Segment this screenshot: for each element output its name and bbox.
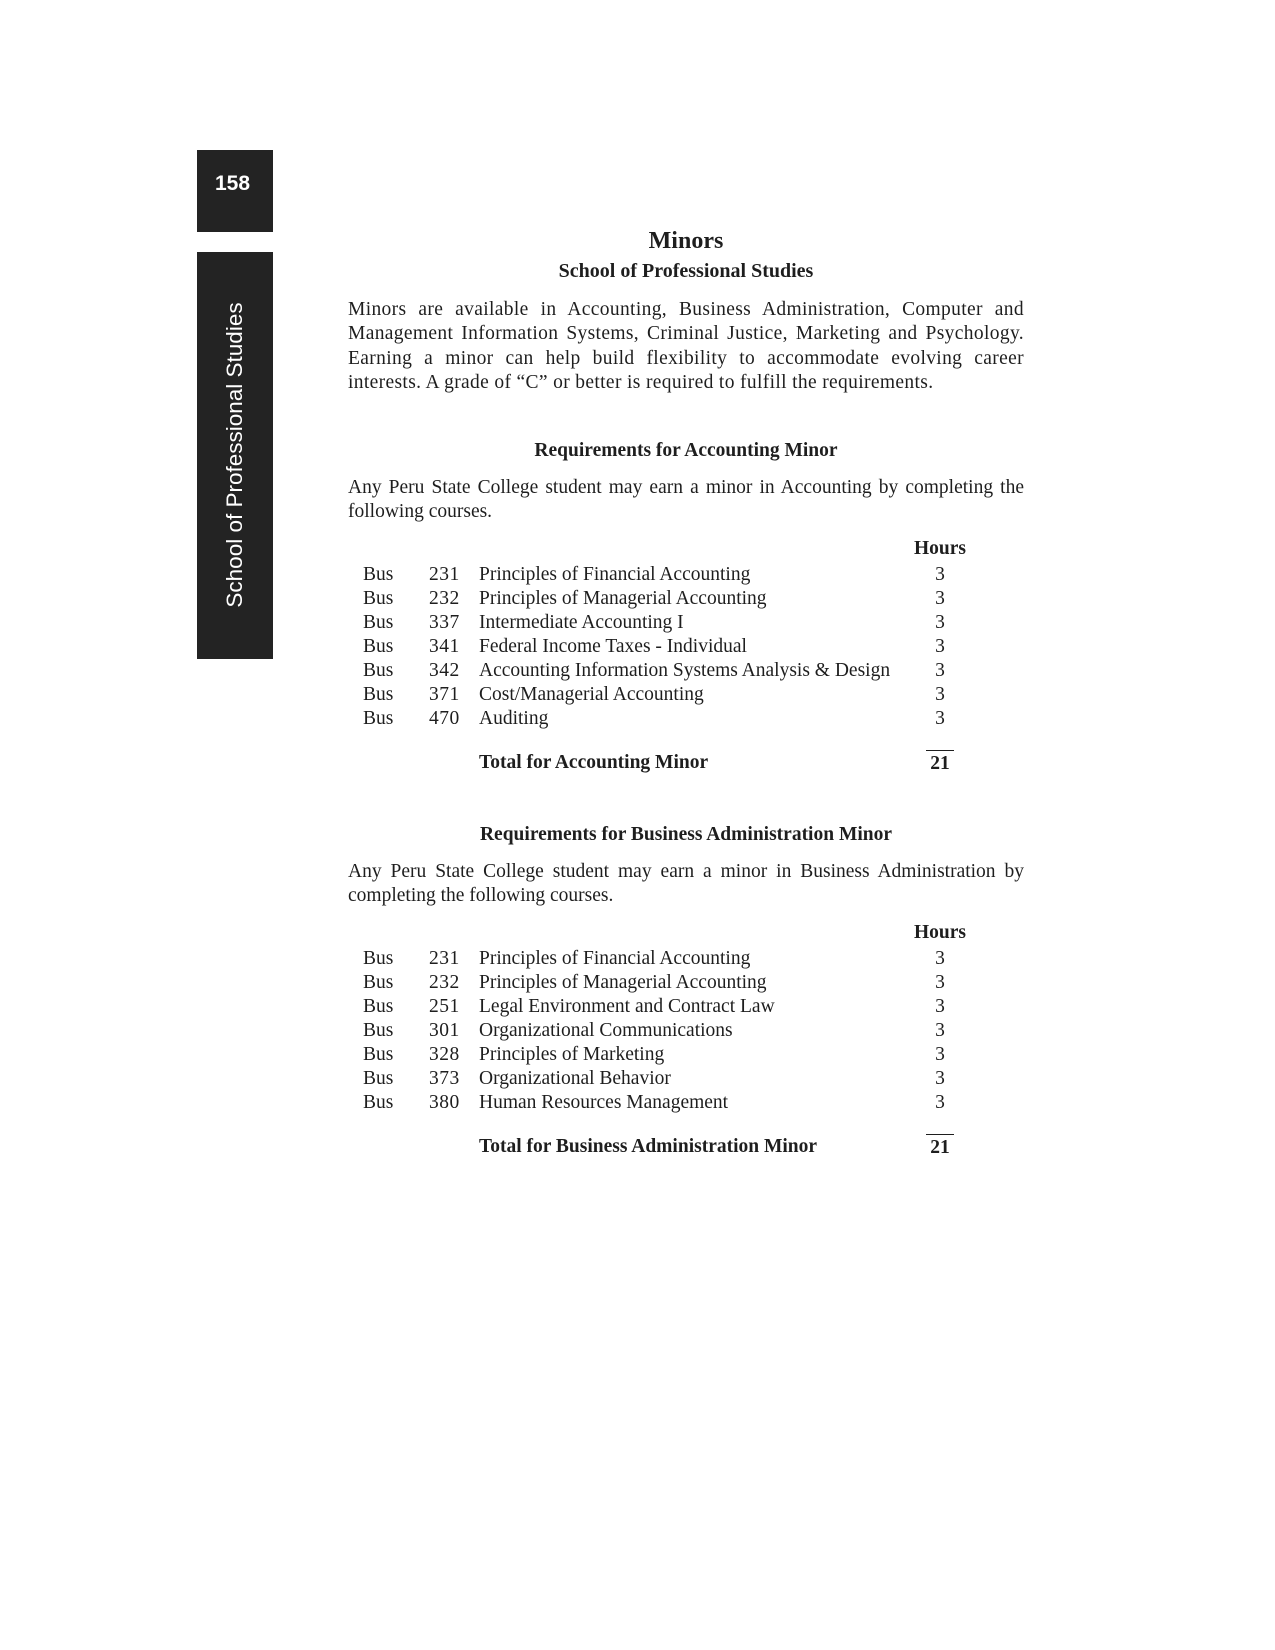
- section-intro: Any Peru State College student may earn a minor in Accounting by completing the following courses.: [348, 477, 1024, 523]
- course-title: Intermediate Accounting I: [479, 612, 684, 634]
- course-number: 342: [429, 660, 460, 682]
- course-dept: Bus: [363, 996, 394, 1018]
- course-title: Principles of Marketing: [479, 1044, 665, 1066]
- course-hours: 3: [935, 708, 945, 730]
- course-title: Organizational Communications: [479, 1020, 733, 1042]
- course-title: Human Resources Management: [479, 1092, 729, 1114]
- course-dept: Bus: [363, 948, 394, 970]
- course-row: [348, 682, 1024, 707]
- course-title: Legal Environment and Contract Law: [479, 996, 775, 1018]
- course-number: 380: [429, 1092, 460, 1114]
- course-dept: Bus: [363, 708, 394, 730]
- course-hours: 3: [935, 612, 945, 634]
- course-dept: Bus: [363, 1068, 394, 1090]
- course-number: 470: [429, 708, 460, 730]
- course-title: Organizational Behavior: [479, 1068, 671, 1090]
- course-number: 341: [429, 636, 460, 658]
- course-number: 232: [429, 588, 460, 610]
- course-number: 301: [429, 1020, 460, 1042]
- course-hours: 3: [935, 948, 945, 970]
- total-hours: 21: [926, 750, 954, 775]
- course-row: [348, 946, 1024, 971]
- course-number: 371: [429, 684, 460, 706]
- course-title: Accounting Information Systems Analysis & Design: [479, 660, 891, 682]
- course-title: Principles of Financial Accounting: [479, 564, 751, 586]
- course-row: [348, 634, 1024, 659]
- side-tab-label: School of Professional Studies: [222, 302, 247, 608]
- course-dept: Bus: [363, 1092, 394, 1114]
- section-heading: Requirements for Accounting Minor: [534, 440, 838, 462]
- page-title: Minors: [648, 228, 724, 254]
- course-dept: Bus: [363, 564, 394, 586]
- course-hours: 3: [935, 588, 945, 610]
- section-side-tab: [197, 252, 273, 659]
- page-number-box: [197, 150, 273, 232]
- course-hours: 3: [935, 972, 945, 994]
- course-table: [348, 922, 1024, 1159]
- course-row: [348, 610, 1024, 635]
- page-content: [348, 226, 1024, 1159]
- total-hours: 21: [926, 1134, 954, 1159]
- course-hours: 3: [935, 1044, 945, 1066]
- course-hours: 3: [935, 1068, 945, 1090]
- hours-column-header: Hours: [913, 538, 966, 560]
- course-row: [348, 994, 1024, 1019]
- course-row: [348, 658, 1024, 683]
- course-title: Principles of Financial Accounting: [479, 948, 751, 970]
- course-dept: Bus: [363, 636, 394, 658]
- course-dept: Bus: [363, 972, 394, 994]
- course-number: 251: [429, 996, 460, 1018]
- course-title: Principles of Managerial Accounting: [479, 588, 767, 610]
- hours-column-header: Hours: [913, 922, 966, 944]
- course-dept: Bus: [363, 588, 394, 610]
- course-title: Cost/Managerial Accounting: [479, 684, 704, 706]
- course-dept: Bus: [363, 684, 394, 706]
- course-dept: Bus: [363, 660, 394, 682]
- course-hours: 3: [935, 1020, 945, 1042]
- course-row: [348, 1090, 1024, 1115]
- total-label: Total for Accounting Minor: [479, 752, 709, 774]
- course-row: [348, 586, 1024, 611]
- course-row: [348, 970, 1024, 995]
- total-label: Total for Business Administration Minor: [479, 1136, 818, 1158]
- course-row: [348, 1042, 1024, 1067]
- section-intro: Any Peru State College student may earn a minor in Business Administration by completing the following courses.: [348, 861, 1024, 907]
- page-subtitle: School of Professional Studies: [558, 260, 814, 282]
- intro-paragraph: Minors are available in Accounting, Business Administration, Computer and Management Information Systems, Criminal Justice, Marketing and Psychology. Earning a minor can help build flexibility to accommodate evolving career interests. A grade of “C” or better is required to fulfill the requirements.: [348, 299, 1024, 393]
- course-number: 231: [429, 948, 460, 970]
- business-administration-minor-section: [348, 822, 1024, 1159]
- course-row: [348, 1018, 1024, 1043]
- course-hours: 3: [935, 1092, 945, 1114]
- course-dept: Bus: [363, 1020, 394, 1042]
- course-number: 232: [429, 972, 460, 994]
- section-heading: Requirements for Business Administration Minor: [479, 824, 893, 846]
- course-dept: Bus: [363, 612, 394, 634]
- course-number: 337: [429, 612, 460, 634]
- course-row: [348, 1066, 1024, 1091]
- course-number: 231: [429, 564, 460, 586]
- course-hours: 3: [935, 684, 945, 706]
- course-row: [348, 562, 1024, 587]
- course-hours: 3: [935, 564, 945, 586]
- course-row: [348, 706, 1024, 731]
- accounting-minor-section: [348, 438, 1024, 775]
- course-number: 328: [429, 1044, 460, 1066]
- course-hours: 3: [935, 660, 945, 682]
- course-title: Principles of Managerial Accounting: [479, 972, 767, 994]
- page-number: 158: [215, 172, 251, 195]
- course-hours: 3: [935, 636, 945, 658]
- course-hours: 3: [935, 996, 945, 1018]
- course-dept: Bus: [363, 1044, 394, 1066]
- course-title: Federal Income Taxes - Individual: [479, 636, 747, 658]
- course-number: 373: [429, 1068, 460, 1090]
- course-table: [348, 538, 1024, 775]
- course-title: Auditing: [479, 708, 549, 730]
